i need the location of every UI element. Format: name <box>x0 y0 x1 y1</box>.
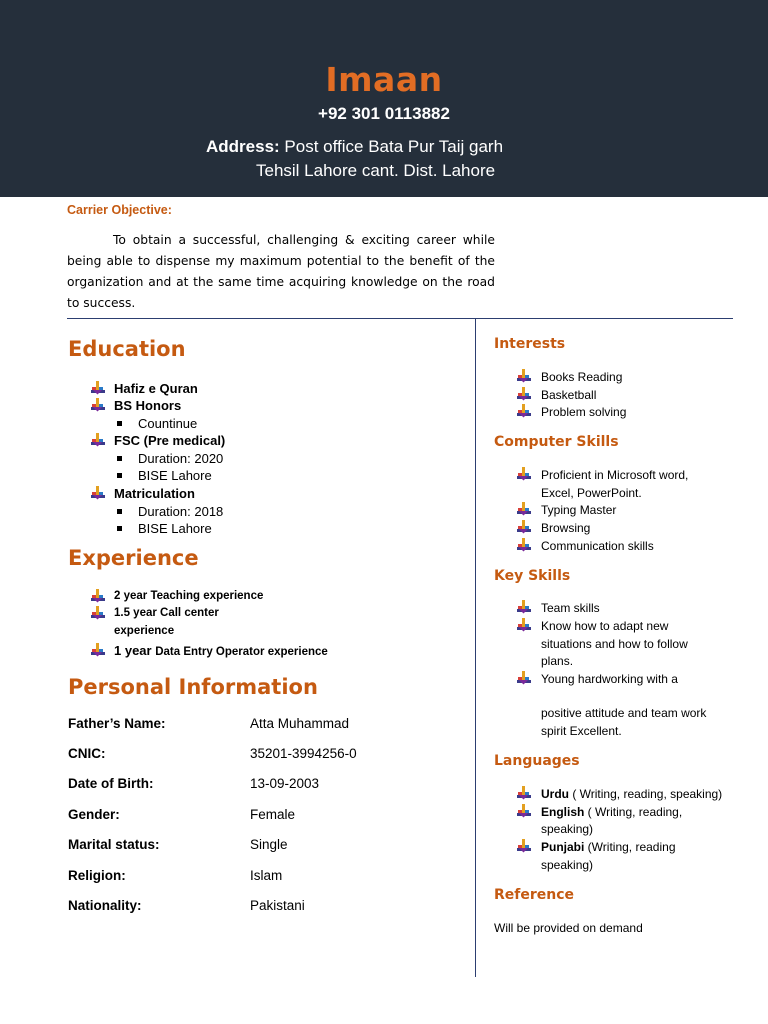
language-detail: (Writing, reading <box>584 840 676 854</box>
header-banner <box>0 0 768 197</box>
info-value: 13-09-2003 <box>250 776 320 791</box>
bullet-arrow-icon <box>517 618 531 632</box>
bullet-arrow-icon <box>91 433 105 447</box>
bullet-arrow-icon <box>517 538 531 552</box>
key-skill-item: Know how to adapt new <box>541 619 669 633</box>
objective-text: To obtain a successful, challenging & exciting career while being able to dispense my maximum potential to the benefit of the organization and at the same time acquiring knowledge on the road to success. <box>67 233 495 310</box>
horizontal-divider <box>67 318 733 319</box>
objective-title: Carrier Objective: <box>67 203 172 217</box>
education-title: Education <box>68 337 186 361</box>
bullet-arrow-icon <box>91 606 105 620</box>
address-line-2: Tehsil Lahore cant. Dist. Lahore <box>256 161 496 180</box>
experience-title: Experience <box>68 546 199 570</box>
computer-skill-item: Proficient in Microsoft word, <box>541 468 689 482</box>
info-value: Single <box>250 837 288 852</box>
info-value: 35201-3994256-0 <box>250 746 357 761</box>
language-item <box>541 840 676 854</box>
experience-item-continued: experience <box>114 625 175 637</box>
info-value: Female <box>250 807 296 822</box>
bullet-arrow-icon <box>517 467 531 481</box>
address-text: Post office Bata Pur Taij garh <box>284 137 504 156</box>
language-name: Urdu <box>541 787 569 801</box>
education-subitem: Countinue <box>138 416 198 431</box>
computer-skill-item: Browsing <box>541 521 591 535</box>
reference-text: Will be provided on demand <box>494 921 643 935</box>
info-label: Marital status: <box>68 837 160 852</box>
education-item: BS Honors <box>114 398 182 413</box>
bullet-arrow-icon <box>91 643 105 657</box>
phone-number: +92 301 0113882 <box>318 104 450 123</box>
language-item-continued: speaking) <box>541 858 594 872</box>
bullet-arrow-icon <box>517 387 531 401</box>
reference-title: Reference <box>494 887 575 903</box>
address-line-1 <box>206 137 503 157</box>
info-label: Father’s Name: <box>68 716 166 731</box>
square-bullet-icon <box>117 456 122 461</box>
experience-description: Data Entry Operator experience <box>155 646 328 658</box>
square-bullet-icon <box>117 509 122 514</box>
info-value: Pakistani <box>250 898 305 913</box>
key-skill-item: Team skills <box>541 601 600 615</box>
bullet-arrow-icon <box>517 804 531 818</box>
bullet-arrow-icon <box>517 520 531 534</box>
key-skill-item-continued: positive attitude and team work <box>541 706 707 720</box>
computer-skills-title: Computer Skills <box>494 434 619 450</box>
interests-title: Interests <box>494 336 566 352</box>
education-item: FSC (Pre medical) <box>114 433 226 448</box>
computer-skill-item: Typing Master <box>541 503 617 517</box>
language-item <box>541 787 722 801</box>
key-skills-title: Key Skills <box>494 568 571 584</box>
education-item: Hafiz e Quran <box>114 381 198 396</box>
bullet-arrow-icon <box>517 671 531 685</box>
address-label: Address: <box>206 137 280 156</box>
bullet-arrow-icon <box>517 502 531 516</box>
info-value: Islam <box>250 868 283 883</box>
language-detail: ( Writing, reading, <box>584 805 683 819</box>
info-label: Nationality: <box>68 898 142 913</box>
square-bullet-icon <box>117 421 122 426</box>
interest-item: Basketball <box>541 388 597 402</box>
education-subitem: Duration: 2018 <box>138 504 224 519</box>
bullet-arrow-icon <box>91 486 105 500</box>
experience-duration: 1 year <box>114 643 152 658</box>
education-subitem: BISE Lahore <box>138 468 212 483</box>
bullet-arrow-icon <box>517 404 531 418</box>
info-label: Date of Birth: <box>68 776 154 791</box>
language-name: Punjabi <box>541 840 585 854</box>
info-label: Religion: <box>68 868 126 883</box>
bullet-arrow-icon <box>91 398 105 412</box>
experience-item: 2 year Teaching experience <box>114 590 264 602</box>
key-skill-item-continued: spirit Excellent. <box>541 724 622 738</box>
info-label: CNIC: <box>68 746 106 761</box>
language-detail: ( Writing, reading, speaking) <box>569 787 723 801</box>
language-item-continued: speaking) <box>541 822 594 836</box>
computer-skill-item: Communication skills <box>541 539 654 553</box>
education-subitem: Duration: 2020 <box>138 451 224 466</box>
info-value: Atta Muhammad <box>250 716 350 731</box>
experience-item: 1.5 year Call center <box>114 607 219 619</box>
info-label: Gender: <box>68 807 120 822</box>
bullet-arrow-icon <box>517 369 531 383</box>
key-skill-item: Young hardworking with a <box>541 672 678 686</box>
key-skill-item-continued: situations and how to follow <box>541 637 688 651</box>
interest-item: Books Reading <box>541 370 623 384</box>
vertical-divider <box>475 319 476 977</box>
square-bullet-icon <box>117 473 122 478</box>
bullet-arrow-icon <box>517 786 531 800</box>
education-item: Matriculation <box>114 486 195 501</box>
bullet-arrow-icon <box>91 381 105 395</box>
computer-skill-item-continued: Excel, PowerPoint. <box>541 486 642 500</box>
experience-item <box>114 643 328 658</box>
education-subitem: BISE Lahore <box>138 521 212 536</box>
interest-item: Problem solving <box>541 405 627 419</box>
personal-info-title: Personal Information <box>68 675 318 699</box>
languages-title: Languages <box>494 753 580 769</box>
bullet-arrow-icon <box>517 600 531 614</box>
language-name: English <box>541 805 585 819</box>
square-bullet-icon <box>117 526 122 531</box>
language-item <box>541 805 682 819</box>
key-skill-item-continued: plans. <box>541 654 574 668</box>
bullet-arrow-icon <box>91 589 105 603</box>
candidate-name: Imaan <box>325 60 443 99</box>
bullet-arrow-icon <box>517 839 531 853</box>
